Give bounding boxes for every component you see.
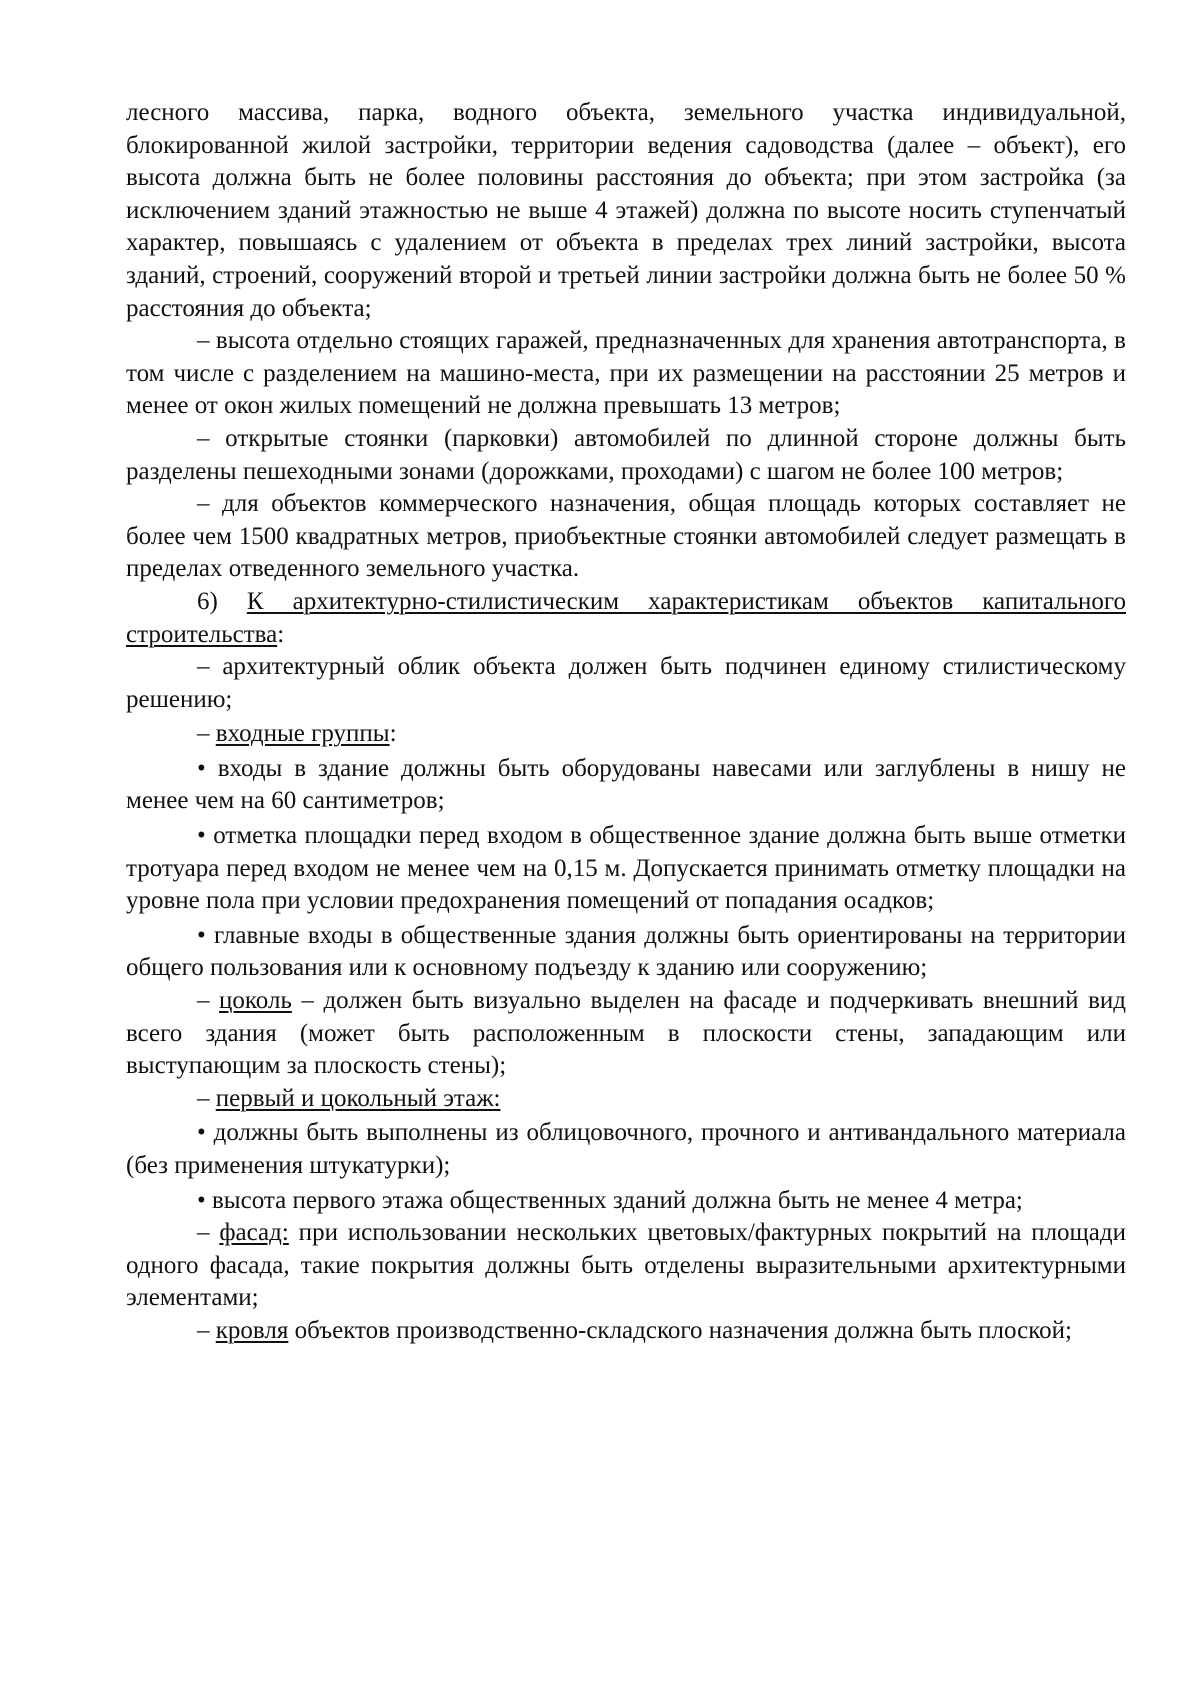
text-segment: • входы в здание должны быть оборудованы навесами или заглублены в нишу не менее чем на 60 сантиметров; — [126, 754, 1126, 815]
paragraph-open-parking — [126, 423, 1126, 488]
underlined-term: первый и цокольный этаж: — [215, 1084, 501, 1112]
dash-marker: – — [197, 1084, 216, 1112]
dash-marker: – — [197, 1219, 220, 1247]
paragraph-plinth — [126, 985, 1126, 1083]
text-segment: лесного массива, парка, водного объекта, земельного участка индивидуальной, блокированной жилой застройки, территории ведения садоводства (далее – объект), его высота должна быть не более половины расстояния до объекта; при этом застройка (за исключением зданий этажностью не выше 4 этажей) должна по высоте носить ступенчатый характер, повышаясь с удалением от объекта в пределах трех линий застройки, высота зданий, строений, сооружений второй и третьей линии застройки должна быть не более 50 % расстояния до объекта; — [126, 99, 1126, 322]
paragraph-continuation — [126, 97, 1126, 325]
paragraph-entrance-groups — [126, 718, 1126, 751]
text-segment: объектов производственно-складского назначения должна быть плоской; — [288, 1316, 1072, 1344]
paragraph-roof — [126, 1315, 1126, 1348]
underlined-term: фасад: — [219, 1219, 289, 1247]
section-heading-architectural — [126, 586, 1126, 651]
bullet-item-cladding — [126, 1117, 1126, 1182]
paragraph-garage-height — [126, 325, 1126, 423]
bullet-item-floor-height — [126, 1185, 1126, 1218]
text-segment: – должен быть визуально выделен на фасаде и подчеркивать внешний вид всего здания (может быть расположенным в плоскости стены, западающим или выступающим за плоскость стены); — [126, 987, 1126, 1080]
dash-marker: – — [197, 720, 216, 748]
paragraph-first-floor — [126, 1083, 1126, 1116]
text-segment: : — [277, 620, 285, 648]
text-segment: • должны быть выполнены из облицовочного, прочного и антивандального материала (без применения штукатурки); — [126, 1119, 1126, 1179]
dash-marker: – — [197, 987, 220, 1015]
paragraph-appearance — [126, 651, 1126, 716]
document-page — [126, 97, 1126, 1348]
dash-marker: – — [197, 1316, 216, 1344]
section-title-underlined: К архитектурно-стилистическим характеристикам объектов капитального строительства — [126, 587, 1127, 648]
underlined-term: кровля — [215, 1316, 289, 1344]
bullet-item-main-entrances — [126, 920, 1126, 985]
text-segment: при использовании нескольких цветовых/фактурных покрытий на площади одного фасада, такие покрытия должны быть отделены выразительными архитектурными элементами; — [126, 1219, 1126, 1312]
bullet-item-platform-level — [126, 820, 1126, 918]
section-number: 6) — [197, 587, 247, 615]
text-segment: – архитектурный облик объекта должен быть подчинен единому стилистическому решению; — [126, 653, 1126, 713]
underlined-term: входные группы — [215, 720, 390, 748]
text-segment: – открытые стоянки (парковки) автомобилей по длинной стороне должны быть разделены пешеходными зонами (дорожками, проходами) с шагом не более 100 метров; — [126, 424, 1126, 485]
underlined-term: цоколь — [219, 987, 292, 1015]
text-segment: • высота первого этажа общественных зданий должна быть не менее 4 метра; — [197, 1186, 1023, 1214]
text-segment: • отметка площадки перед входом в общественное здание должна быть выше отметки тротуара перед входом не менее чем на 0,15 м. Допускается принимать отметку площадки на уровне пола при условии предохранения помещений от попадания осадков; — [126, 822, 1126, 915]
paragraph-commercial-parking — [126, 488, 1126, 586]
text-segment: – для объектов коммерческого назначения, общая площадь которых составляет не более чем 1500 квадратных метров, приобъектные стоянки автомобилей следует размещать в пределах отведенного земельного участка. — [126, 490, 1126, 583]
bullet-item-canopies — [126, 753, 1126, 818]
paragraph-facade — [126, 1217, 1126, 1315]
text-segment: • главные входы в общественные здания должны быть ориентированы на территории общего пользования или к основному подъезду к зданию или сооружению; — [126, 921, 1126, 982]
text-segment: : — [389, 720, 397, 748]
text-segment: – высота отдельно стоящих гаражей, предназначенных для хранения автотранспорта, в том числе с разделением на машино-места, при их размещении на расстоянии 25 метров и менее от окон жилых помещений не должна превышать 13 метров; — [126, 327, 1126, 420]
